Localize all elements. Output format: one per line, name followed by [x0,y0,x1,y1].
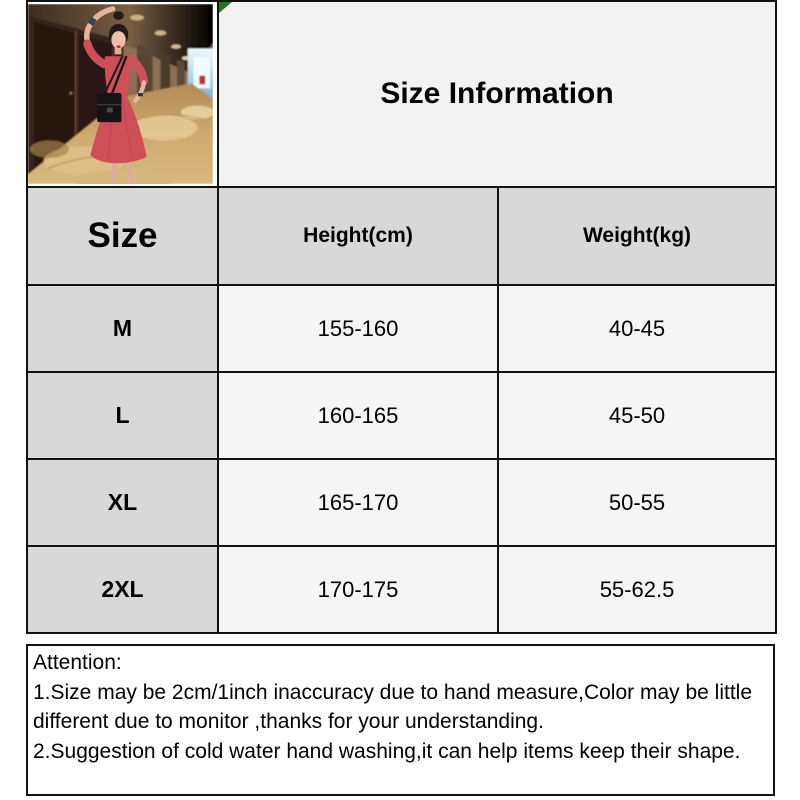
table-row-xl [27,459,776,546]
size-label: 2XL [27,546,218,633]
table-row-2xl [27,546,776,633]
table-top-row [27,1,776,187]
weight-value: 45-50 [498,372,776,459]
size-label: XL [27,459,218,546]
weight-value: 40-45 [498,285,776,372]
height-value: 165-170 [218,459,498,546]
column-header-size: Size [27,187,218,285]
height-value: 160-165 [218,372,498,459]
product-photo [28,4,213,184]
table-header-row [27,187,776,285]
attention-line-2: 2.Suggestion of cold water hand washing,it can help items keep their shape. [33,739,741,763]
size-information-cell [218,1,776,187]
green-corner-marker [219,2,232,13]
table-row-l [27,372,776,459]
size-chart-table [26,0,777,634]
height-value: 170-175 [218,546,498,633]
attention-line-1: 1.Size may be 2cm/1inch inaccuracy due to hand measure,Color may be little different due to monitor ,thanks for your understanding. [33,680,753,733]
weight-value: 55-62.5 [498,546,776,633]
product-photo-cell [27,1,218,187]
column-header-height: Height(cm) [218,187,498,285]
size-label: L [27,372,218,459]
height-value: 155-160 [218,285,498,372]
size-label: M [27,285,218,372]
table-row-m [27,285,776,372]
attention-heading: Attention: [33,651,122,674]
product-photo-illustration [28,4,213,184]
column-header-weight: Weight(kg) [498,187,776,285]
attention-note [26,644,775,796]
size-information-title: Size Information [380,77,614,110]
weight-value: 50-55 [498,459,776,546]
